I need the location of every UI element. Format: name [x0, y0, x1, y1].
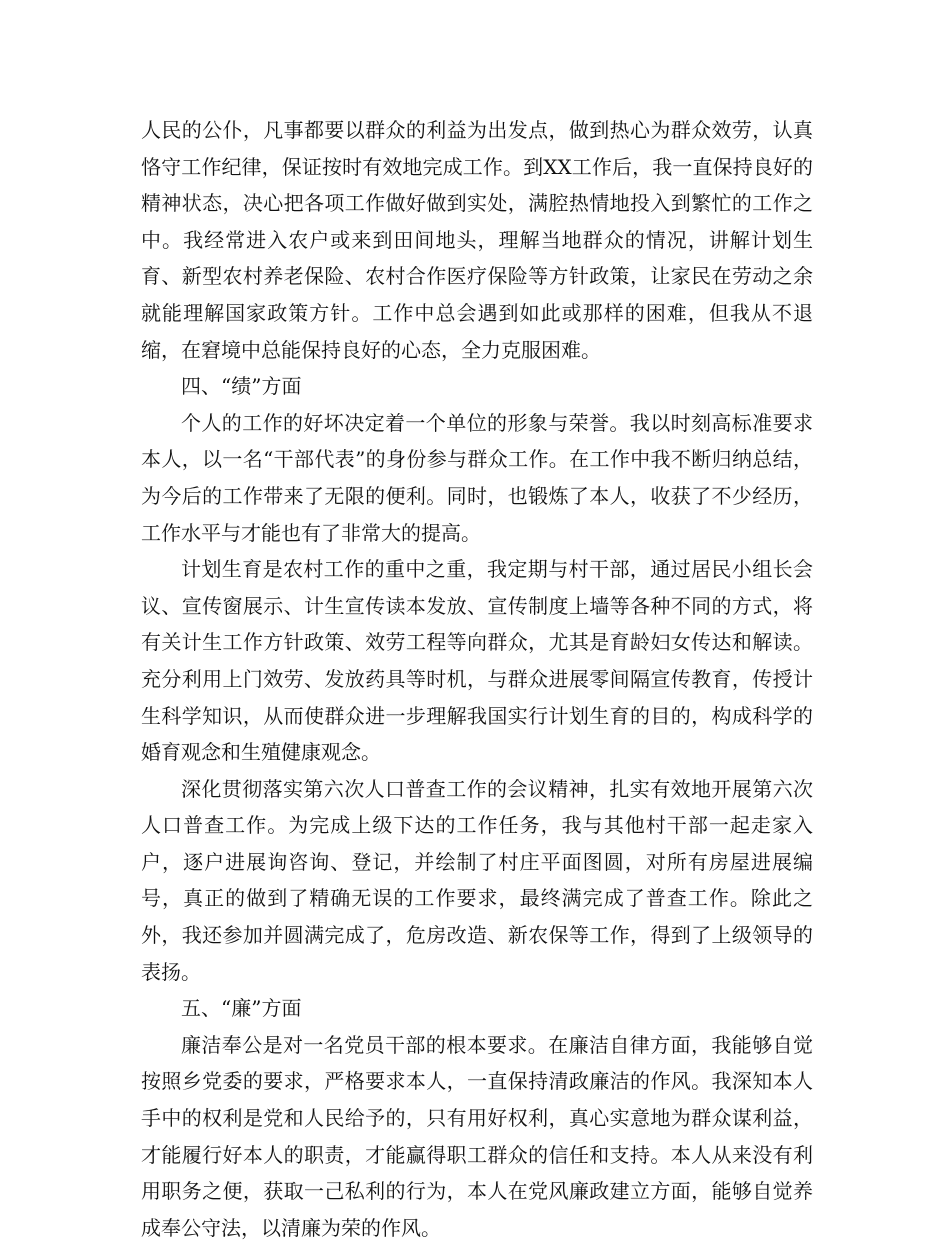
- section-heading-achievement: 四、“绩”方面: [181, 374, 302, 399]
- document-body: [141, 112, 813, 1246]
- paragraph: 廉洁奉公是对一名党员干部的根本要求。在廉洁自律方面，我能够自觉按照乡党委的要求，严格要求本人，一直保持清政廉洁的作风。我深知本人手中的权利是党和人民给予的，只有用好权利，真心实意地为群众谋利益，才能履行好本人的职责，才能赢得职工群众的信任和支持。本人从来没有利用职务之便，获取一己私利的行为，本人在党风廉政建立方面，能够自觉养成奉公守法，以清廉为荣的作风。: [141, 1032, 813, 1240]
- paragraph: 计划生育是农村工作的重中之重，我定期与村干部，通过居民小组长会议、宣传窗展示、计生宣传读本发放、宣传制度上墙等各种不同的方式，将有关计生工作方针政策、效劳工程等向群众，尤其是育龄妇女传达和解读。充分利用上门效劳、发放药具等时机，与群众进展零间隔宣传教育，传授计生科学知识，从而使群众进一步理解我国实行计划生育的目的，构成科学的婚育观念和生殖健康观念。: [141, 557, 813, 765]
- paragraph: 个人的工作的好坏决定着一个单位的形象与荣誉。我以时刻高标准要求本人，以一名“干部代表”的身份参与群众工作。在工作中我不断归纳总结，为今后的工作带来了无限的便利。同时，也锻炼了本人，收获了不少经历，工作水平与才能也有了非常大的提高。: [141, 410, 813, 545]
- paragraph-continuation: 人民的公仆，凡事都要以群众的利益为出发点，做到热心为群众效劳，认真恪守工作纪律，保证按时有效地完成工作。到XX工作后，我一直保持良好的精神状态，决心把各项工作做好做到实处，满腔热情地投入到繁忙的工作之中。我经常进入农户或来到田间地头，理解当地群众的情况，讲解计划生育、新型农村养老保险、农村合作医疗保险等方针政策，让家民在劳动之余就能理解国家政策方针。工作中总会遇到如此或那样的困难，但我从不退缩，在窘境中总能保持良好的心态，全力克服困难。: [141, 118, 813, 362]
- paragraph: 深化贯彻落实第六次人口普查工作的会议精神，扎实有效地开展第六次人口普查工作。为完成上级下达的工作任务，我与其他村干部一起走家入户，逐户进展询咨询、登记，并绘制了村庄平面图圆，对所有房屋进展编号，真正的做到了精确无误的工作要求，最终满完成了普查工作。除此之外，我还参加并圆满完成了，危房改造、新农保等工作，得到了上级领导的表扬。: [141, 776, 813, 984]
- section-heading-integrity: 五、“廉”方面: [181, 996, 302, 1021]
